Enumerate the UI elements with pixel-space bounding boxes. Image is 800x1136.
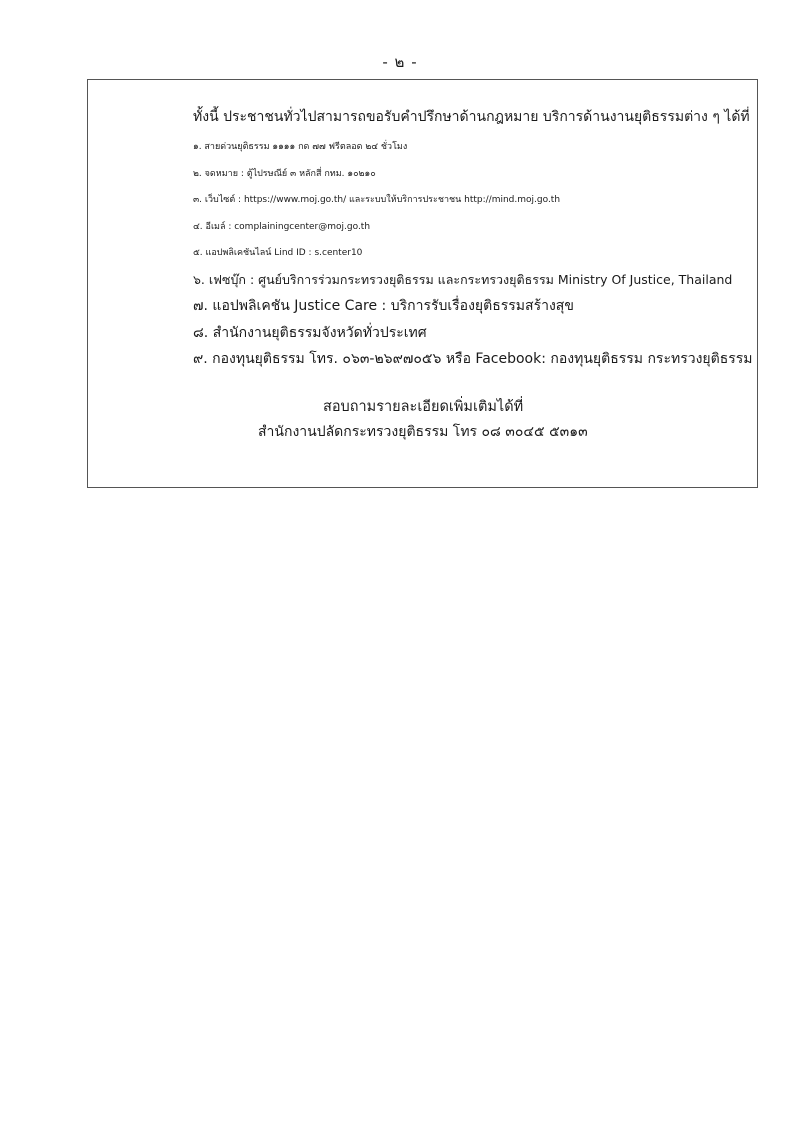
list-item-hotline: ๑. สายด่วนยุติธรรม ๑๑๑๑ กด ๗๗ ฟรีตลอด ๒๔ ชั่วโมง <box>193 142 408 152</box>
list-item-email: ๔. อีเมล์ : complainingcenter@moj.go.th <box>193 221 371 232</box>
list-item-mail: ๒. จดหมาย : ตู้ไปรษณีย์ ๓ หลักสี่ กทม. ๑๐๒๑๐ <box>193 168 376 179</box>
service-channel-list <box>193 134 753 373</box>
list-item-website: ๓. เว็บไซต์ : https://www.moj.go.th/ และระบบให้บริการประชาชน http://mind.moj.go.th <box>193 195 561 205</box>
intro-text: ทั้งนี้ ประชาชนทั่วไปสามารถขอรับคำปรึกษาด้านกฎหมาย บริการด้านงานยุติธรรมต่าง ๆ ได้ที่ <box>193 109 750 125</box>
contact-heading: สอบถามรายละเอียดเพิ่มเติมได้ที่ <box>323 399 524 415</box>
list-item-facebook: ๖. เฟซบุ๊ก : ศูนย์บริการร่วมกระทรวงยุติธรรม และกระทรวงยุติธรรม Ministry Of Justice, Thailand <box>193 271 733 287</box>
page-number: - ๒ - <box>382 53 418 71</box>
list-item-justice-fund: ๙. กองทุนยุติธรรม โทร. ๐๖๓-๒๖๙๗๐๕๖ หรือ Facebook: กองทุนยุติธรรม กระทรวงยุติธรรม <box>193 351 753 367</box>
info-box <box>87 79 758 488</box>
list-item-provincial-office: ๘. สำนักงานยุติธรรมจังหวัดทั่วประเทศ <box>193 324 427 341</box>
contact-office: สำนักงานปลัดกระทรวงยุติธรรม โทร ๐๘ ๓๐๔๕ ๕๓๑๓ <box>258 424 588 440</box>
list-item-line: ๕. แอปพลิเคชันไลน์ Lind ID : s.center10 <box>193 248 363 258</box>
list-item-justice-care: ๗. แอปพลิเคชัน Justice Care : บริการรับเรื่องยุติธรรมสร้างสุข <box>193 298 574 314</box>
